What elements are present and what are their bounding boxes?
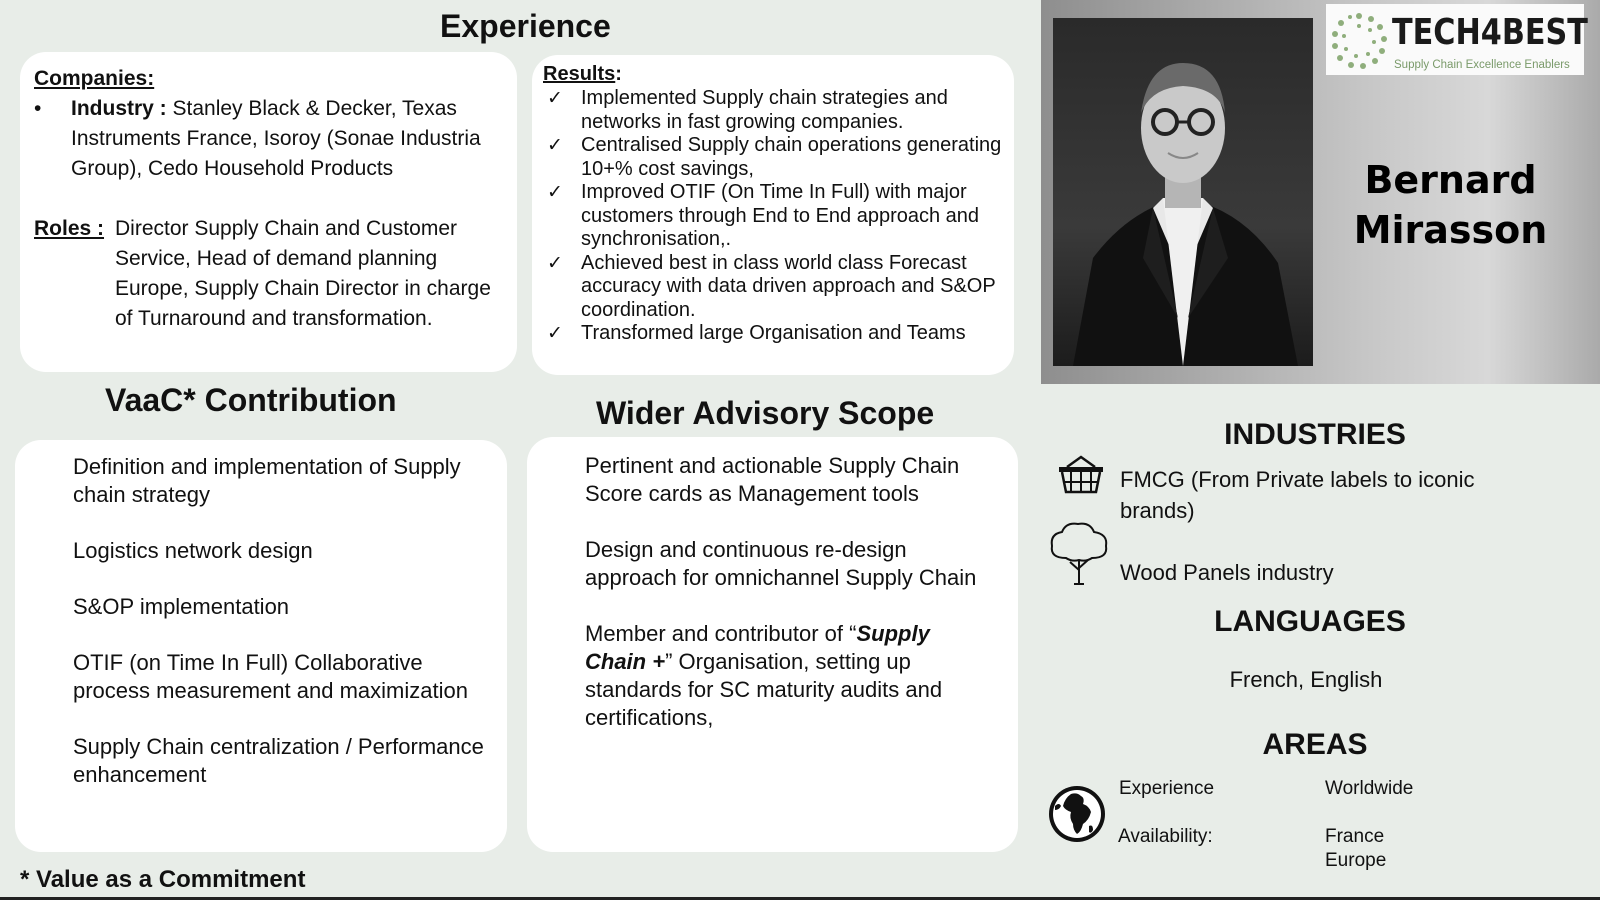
- areas-experience-value: Worldwide: [1325, 778, 1414, 799]
- logo-name: TECH4BEST: [1392, 12, 1588, 53]
- results-item: ✓ Improved OTIF (On Time In Full) with major customers through End to End approach and synchronisation,.: [543, 181, 1005, 252]
- supply-chain-plus: Supply Chain +: [585, 621, 930, 674]
- results-item: ✓ Centralised Supply chain operations generating 10+% cost savings,: [543, 134, 1005, 181]
- check-icon: ✓: [547, 134, 563, 156]
- areas-experience-label: Experience: [1119, 778, 1215, 799]
- check-icon: ✓: [547, 322, 563, 344]
- portrait-photo-icon: [1053, 18, 1313, 366]
- areas-availability-value-1: France: [1325, 826, 1385, 847]
- languages-title: LANGUAGES: [1214, 605, 1406, 638]
- tree-icon: [1046, 520, 1112, 586]
- results-item: ✓ Transformed large Organisation and Teams: [543, 322, 1005, 346]
- results-item: ✓ Achieved best in class world class Forecast accuracy with data driven approach and S&OP coordination.: [543, 252, 1005, 323]
- areas-title: AREAS: [1262, 728, 1368, 761]
- vaac-item: Logistics network design: [73, 538, 313, 563]
- advisory-item-member: Member and contributor of “Supply Chain +” Organisation, setting up standards for SC maturity audits and certifications,: [585, 621, 943, 730]
- vaac-item: Definition and implementation of Supply chain strategy: [73, 454, 461, 507]
- globe-icon: [1047, 784, 1107, 844]
- industry-text: [71, 94, 501, 184]
- profile-photo: [1053, 18, 1313, 366]
- footnote: * Value as a Commitment: [20, 866, 306, 893]
- vaac-item: S&OP implementation: [73, 594, 290, 619]
- results-label: Results: [543, 63, 616, 85]
- experience-title: Experience: [440, 8, 611, 44]
- languages-text: French, English: [1229, 667, 1383, 692]
- check-icon: ✓: [547, 181, 563, 203]
- roles-label: Roles :: [34, 217, 105, 240]
- industry-item-wood: Wood Panels industry: [1120, 560, 1334, 585]
- logo-tagline: Supply Chain Excellence Enablers: [1394, 59, 1570, 71]
- vaac-item: OTIF (on Time In Full) Collaborative process measurement and maximization: [73, 650, 468, 703]
- industry-item-fmcg: FMCG (From Private labels to iconic brands): [1120, 467, 1475, 523]
- basket-icon: [1057, 455, 1105, 495]
- areas-availability-label: Availability:: [1118, 826, 1213, 847]
- results-list: [543, 87, 1005, 346]
- advisory-card: [527, 437, 1018, 852]
- advisory-item: Pertinent and actionable Supply Chain Score cards as Management tools: [585, 453, 960, 506]
- results-label-suffix: :: [615, 63, 622, 85]
- industry-label: Industry :: [71, 97, 167, 120]
- profile-name: [1321, 155, 1580, 255]
- tech4best-logo: [1326, 4, 1588, 75]
- results-card: [532, 55, 1014, 375]
- vaac-title: VaaC* Contribution: [105, 382, 397, 418]
- areas-availability-value-2: Europe: [1325, 850, 1387, 871]
- advisory-title: Wider Advisory Scope: [596, 395, 935, 431]
- check-icon: ✓: [547, 87, 563, 109]
- companies-label: Companies:: [34, 67, 155, 90]
- first-name: Bernard: [1364, 158, 1537, 202]
- vaac-list: [73, 453, 498, 817]
- profile-panel: [1041, 0, 1600, 384]
- check-icon: ✓: [547, 251, 563, 274]
- roles-text: Director Supply Chain and Customer Service, Head of demand planning Europe, Supply Chain Director in charge of Turnaround and transformation.: [115, 217, 491, 330]
- vaac-card: [15, 440, 507, 852]
- last-name: Mirasson: [1353, 208, 1548, 252]
- advisory-item: Design and continuous re-design approach for omnichannel Supply Chain: [585, 537, 977, 590]
- results-item: ✓ Implemented Supply chain strategies and networks in fast growing companies.: [543, 87, 1005, 134]
- vaac-item: Supply Chain centralization / Performance enhancement: [73, 734, 484, 787]
- advisory-list: [585, 452, 985, 760]
- industry-companies: Stanley Black & Decker, Texas Instruments France, Isoroy (Sonae Industria Group), Cedo Household Products: [71, 97, 481, 180]
- companies-card: [20, 52, 517, 372]
- results-heading: [543, 63, 622, 86]
- industries-title: INDUSTRIES: [1224, 418, 1406, 451]
- industry-bullet: •: [34, 97, 42, 120]
- logo-dots-icon: [1330, 12, 1388, 70]
